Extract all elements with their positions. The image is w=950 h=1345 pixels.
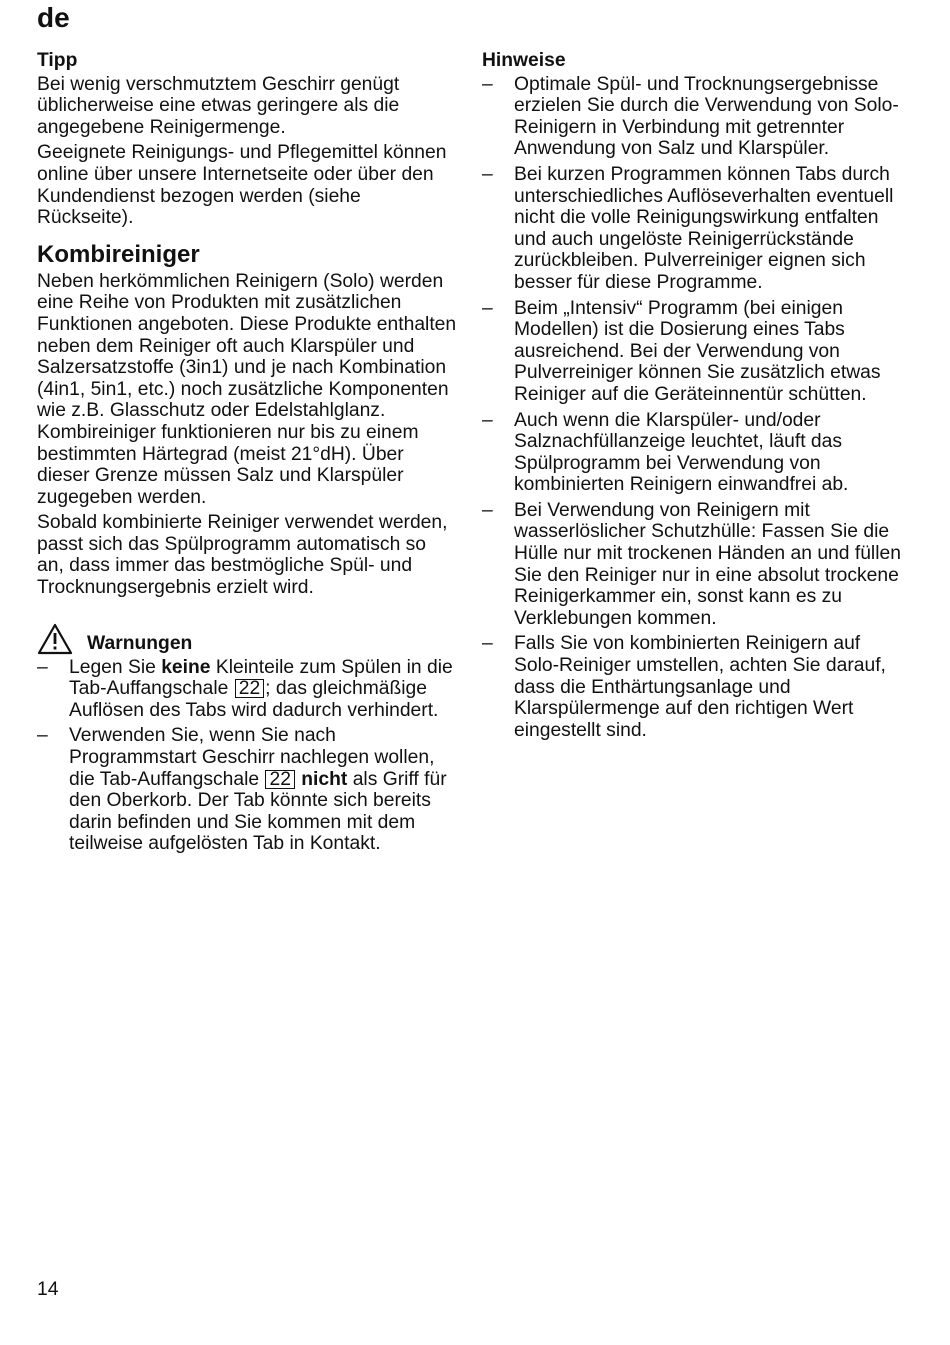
hinweis-item: – Auch wenn die Klarspüler- und/oder Salznachfüllanzeige leuchtet, läuft das Spülprogramm bei Verwendung von kombinierten Reinigern einwandfrei ab. [482, 410, 902, 496]
warning-triangle-icon [37, 623, 73, 655]
right-column [482, 50, 902, 745]
warnings-heading: Warnungen [87, 633, 193, 655]
hinweise-heading: Hinweise [482, 50, 566, 71]
tipp-paragraph-1: Bei wenig verschmutztem Geschirr genügt üblicherweise eine etwas geringere als die angegebene Reinigermenge. [37, 73, 400, 138]
hinweis-item: – Beim „Intensiv“ Programm (bei einigen Modellen) ist die Dosierung eines Tabs ausreichend. Bei der Verwendung von Pulverreiniger können Sie zusätzlich etwas Reiniger auf die Geräteinnentür schütten. [482, 298, 902, 406]
warnings-header [37, 623, 457, 655]
reference-number: 22 [235, 679, 264, 698]
hinweis-item: – Optimale Spül- und Trocknungsergebnisse erzielen Sie durch die Verwendung von Solo-Reinigern in Verbindung mit getrennter Anwendung von Salz und Klarspüler. [482, 74, 902, 160]
reference-number: 22 [265, 770, 294, 789]
hinweise-list [482, 74, 902, 742]
page-number: 14 [37, 1279, 59, 1300]
tipp-paragraph-2: Geeignete Reinigungs- und Pflegemittel können online über unsere Internetseite oder über den Kundendienst bezogen werden (siehe Rückseite). [37, 142, 447, 229]
kombi-heading: Kombireiniger [37, 240, 200, 268]
hinweis-item: – Bei Verwendung von Reinigern mit wasserlöslicher Schutzhülle: Fassen Sie die Hülle nur mit trockenen Händen an und füllen Sie den Reiniger nur in eine absolut trockene Reinigerkammer ein, sonst kann es zu Verklebungen kommen. [482, 500, 902, 630]
hinweis-item: – Bei kurzen Programmen können Tabs durch unterschiedliches Auflöseverhalten eventuell nicht die volle Reinigungswirkung entfalten und auch ungelöste Reinigerrückstände zurückbleiben. Pulverreiniger eignen sich besser für diese Programme. [482, 164, 902, 294]
hinweis-item: – Falls Sie von kombinierten Reinigern auf Solo-Reiniger umstellen, achten Sie darauf, dass die Enthärtungsanlage und Klarspülermenge auf den richtigen Wert eingestellt sind. [482, 633, 902, 741]
left-column [37, 50, 457, 859]
kombi-paragraph-2: Sobald kombinierte Reiniger verwendet werden, passt sich das Spülprogramm automatisch so an, dass immer das bestmögliche Spül- und Trocknungsergebnis erzielt wird. [37, 512, 448, 599]
warning-item: – Legen Sie keine Kleinteile zum Spülen in die Tab-Auffangschale 22 ; das gleichmäßige Auflösen des Tabs wird dadurch verhindert. [37, 657, 457, 722]
tipp-heading: Tipp [37, 50, 78, 71]
warning-item: – Verwenden Sie, wenn Sie nach Programmstart Geschirr nachlegen wollen, die Tab-Auffangschale 22 nicht als Griff für den Oberkorb. Der Tab könnte sich bereits darin befinden und Sie kommen mit dem teilweise aufgelösten Tab in Kontakt. [37, 725, 457, 855]
kombi-paragraph-1: Neben herkömmlichen Reinigern (Solo) werden eine Reihe von Produkten mit zusätzlichen Funktionen angeboten. Diese Produkte enthalten neben dem Reiniger oft auch Klarspüler und Salzersatzstoffe (3in1) und je nach Kombination (4in1, 5in1, etc.) noch zusätzliche Komponenten wie z.B. Glasschutz oder Edelstahlglanz. Kombireiniger funktionieren nur bis zu einem bestimmten Härtegrad (meist 21°dH). Über dieser Grenze müssen Salz und Klarspüler zugegeben werden. [37, 270, 457, 508]
warnings-list [37, 657, 457, 855]
language-tag: de [37, 2, 70, 33]
